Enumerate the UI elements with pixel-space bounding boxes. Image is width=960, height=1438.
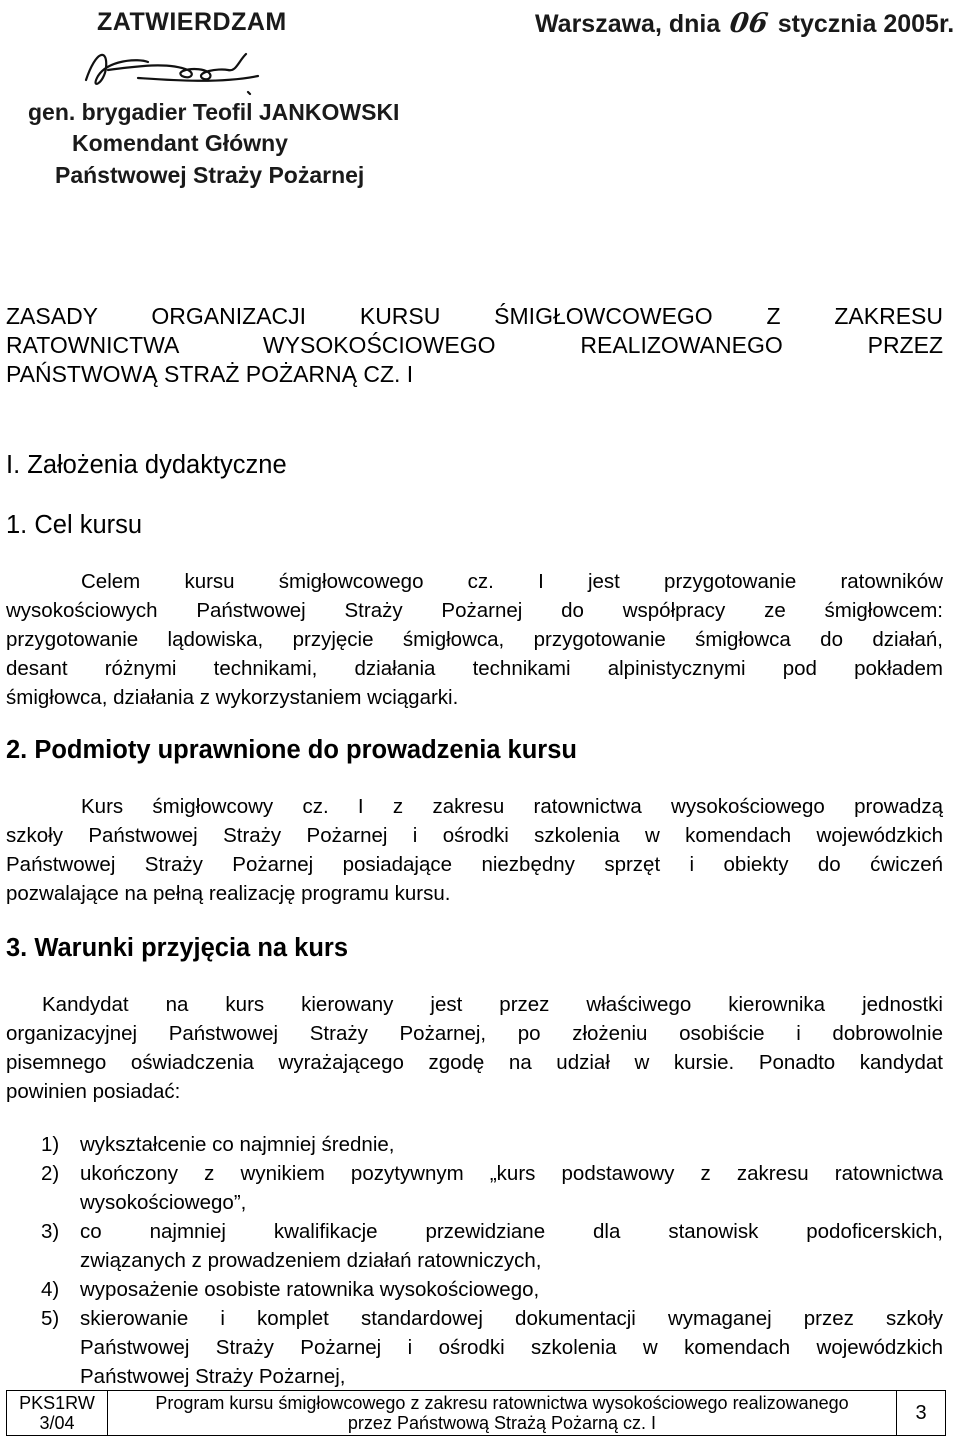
- list-item-number: 1): [41, 1133, 60, 1156]
- paragraph-line: pozwalające na pełną realizację programu kursu.: [6, 882, 451, 905]
- list-item-number: 3): [41, 1220, 60, 1243]
- section-heading: I. Założenia dydaktyczne: [6, 451, 287, 479]
- subsection-heading: 1. Cel kursu: [6, 511, 143, 539]
- paragraph-podmioty: [6, 792, 943, 908]
- date-prefix: Warszawa, dnia: [535, 10, 721, 38]
- list-item: [6, 1217, 943, 1275]
- page-footer: [6, 1390, 946, 1436]
- paragraph-line: Kurs śmigłowcowy cz. I z zakresu ratownictwa wysokościowego prowadzą: [81, 795, 943, 818]
- list-item: [6, 1130, 943, 1159]
- list-item-line: związanych z prowadzeniem działań ratowniczych,: [80, 1249, 542, 1272]
- paragraph-line: pisemnego oświadczenia wyrażającego zgodę na udział w kursie. Ponadto kandydat: [6, 1051, 943, 1074]
- list-item-line: wyposażenie osobiste ratownika wysokościowego,: [80, 1278, 540, 1301]
- paragraph-line: Kandydat na kurs kierowany jest przez właściwego kierownika jednostki: [42, 993, 943, 1016]
- document-title-line: PAŃSTWOWĄ STRAŻ POŻARNĄ CZ. I: [6, 361, 414, 387]
- document-title-line: ZASADY ORGANIZACJI KURSU ŚMIGŁOWCOWEGO Z ZAKRESU: [6, 303, 943, 329]
- handwritten-signature: [78, 40, 278, 98]
- date-suffix: stycznia 2005r.: [777, 10, 955, 38]
- paragraph-line: wysokościowych Państwowej Straży Pożarnej do współpracy ze śmigłowcem:: [6, 599, 943, 622]
- signatory-organization: Państwowej Straży Pożarnej: [55, 162, 365, 188]
- paragraph-line: Celem kursu śmigłowcowego cz. I jest przygotowanie ratowników: [81, 570, 943, 593]
- footer-program-title: [108, 1391, 897, 1435]
- list-item-line: Państwowej Straży Pożarnej i ośrodki szkolenia w komendach wojewódzkich: [80, 1336, 943, 1359]
- footer-program-line: Program kursu śmigłowcowego z zakresu ratownictwa wysokościowego realizowanego: [155, 1393, 849, 1413]
- requirements-list: [6, 1130, 943, 1391]
- list-item-line: wysokościowego”,: [80, 1191, 247, 1214]
- list-item: [6, 1159, 943, 1217]
- date-day-handwritten: 06: [728, 8, 770, 39]
- footer-program-line: przez Państwową Strażą Pożarną cz. I: [347, 1413, 657, 1433]
- list-item-number: 2): [41, 1162, 60, 1185]
- subsection-heading: 2. Podmioty uprawnione do prowadzenia kursu: [6, 736, 577, 764]
- footer-document-code: [7, 1391, 108, 1435]
- list-item-line: Państwowej Straży Pożarnej,: [80, 1365, 346, 1388]
- list-item-line: co najmniej kwalifikacje przewidziane dla stanowisk podoficerskich,: [80, 1220, 943, 1243]
- list-item-line: ukończony z wynikiem pozytywnym „kurs podstawowy z zakresu ratownictwa: [80, 1162, 943, 1185]
- paragraph-cel-kursu: [6, 567, 943, 712]
- list-item-number: 5): [41, 1307, 60, 1330]
- list-item: [6, 1304, 943, 1391]
- paragraph-warunki: [6, 990, 943, 1106]
- paragraph-line: przygotowanie lądowiska, przyjęcie śmigłowca, przygotowanie śmigłowca do działań,: [6, 628, 943, 651]
- document-date: [535, 8, 954, 39]
- signatory-role: Komendant Główny: [72, 130, 288, 156]
- approval-stamp: ZATWIERDZAM: [97, 8, 287, 36]
- list-item-number: 4): [41, 1278, 60, 1301]
- paragraph-line: powinien posiadać:: [6, 1080, 181, 1103]
- paragraph-line: szkoły Państwowej Straży Pożarnej i ośrodki szkolenia w komendach wojewódzkich: [6, 824, 943, 847]
- paragraph-line: śmigłowca, działania z wykorzystaniem wciągarki.: [6, 686, 459, 709]
- list-item-line: skierowanie i komplet standardowej dokumentacji wymaganej przez szkoły: [80, 1307, 943, 1330]
- footer-code-line: PKS1RW: [19, 1393, 95, 1413]
- document-title-line: RATOWNICTWA WYSOKOŚCIOWEGO REALIZOWANEGO PRZEZ: [6, 332, 943, 358]
- list-item: [6, 1275, 943, 1304]
- footer-page-number: 3: [915, 1402, 927, 1424]
- footer-code-line: 3/04: [39, 1413, 75, 1433]
- list-item-line: wykształcenie co najmniej średnie,: [80, 1133, 395, 1156]
- paragraph-line: desant różnymi technikami, działania technikami alpinistycznymi pod pokładem: [6, 657, 943, 680]
- signatory-name: gen. brygadier Teofil JANKOWSKI: [28, 99, 400, 125]
- paragraph-line: Państwowej Straży Pożarnej posiadające niezbędny sprzęt i obiekty do ćwiczeń: [6, 853, 943, 876]
- subsection-heading: 3. Warunki przyjęcia na kurs: [6, 934, 349, 962]
- paragraph-line: organizacyjnej Państwowej Straży Pożarnej, po złożeniu osobiście i dobrowolnie: [6, 1022, 943, 1045]
